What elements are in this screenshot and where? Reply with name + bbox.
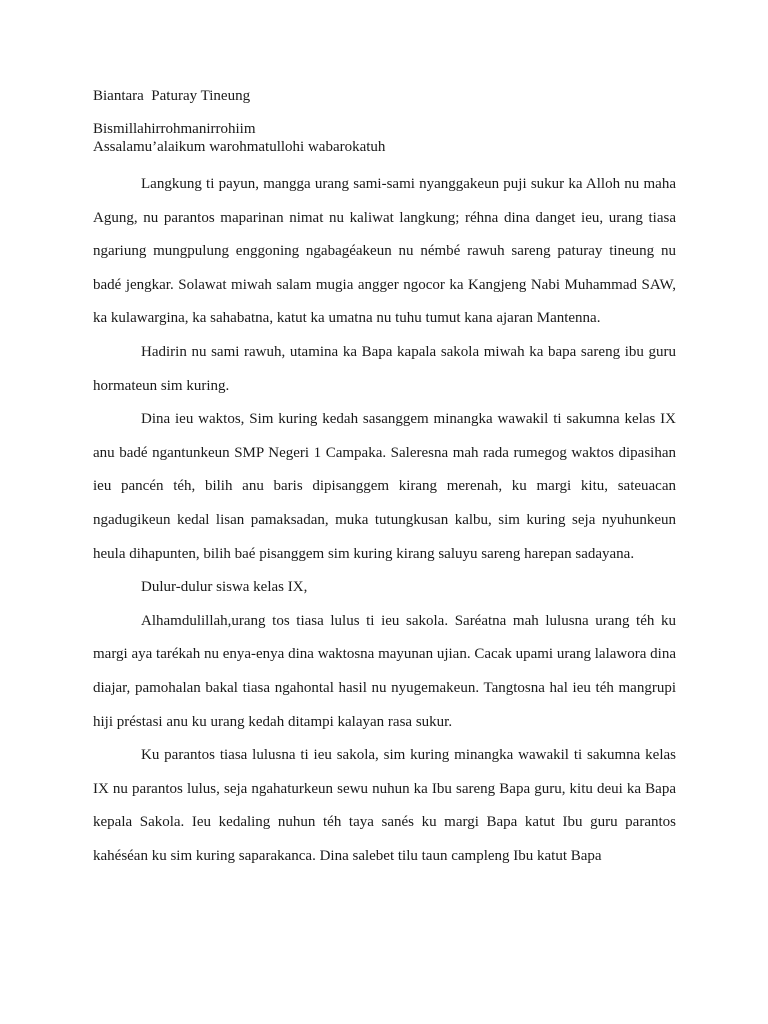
paragraph-address-audience: Hadirin nu sami rawuh, utamina ka Bapa kapala sakola miwah ka bapa sareng ibu guru hormateun sim kuring.: [93, 343, 676, 394]
paragraph-opening-praise: Langkung ti payun, mangga urang sami-sami nyanggakeun puji sukur ka Alloh nu maha Agung, nu parantos maparinan nimat nu kaliwat langkung; réhna dina danget ieu, urang tiasa ngariung mungpulung enggoning ngabagéakeun nu némbé rawuh sareng paturay tineung nu badé jengkar. Solawat miwah salam mugia angger ngocor ka Kangjeng Nabi Muhammad SAW, ka kulawargina, ka sahabatna, katut ka umatna nu tuhu tumut kana ajaran Mantenna.: [93, 176, 676, 327]
speech-body: [93, 168, 676, 873]
basmalah-line: Bismillahirrohmanirrohiim: [93, 121, 256, 137]
paragraph-address-students: Dulur-dulur siswa kelas IX,: [141, 579, 308, 596]
paragraph-representative: Dina ieu waktos, Sim kuring kedah sasanggem minangka wawakil ti sakumna kelas IX anu badé ngantunkeun SMP Negeri 1 Campaka. Saleresna mah rada rumegog waktos dipasihan ieu pancén téh, bilih anu baris dipisanggem kirang merenah, ku margi kitu, sateuacan ngadugikeun kedal lisan pamaksadan, muka tutungkusan kalbu, sim kuring seja nyuhunkeun heula dihapunten, bilih baé pisanggem sim kuring kirang saluyu sareng harepan sadayana.: [93, 411, 676, 562]
salam-line: Assalamu’alaikum warohmatullohi wabarokatuh: [93, 139, 386, 155]
speech-title: Biantara Paturay Tineung: [93, 88, 251, 104]
paragraph-graduation: Alhamdulillah,urang tos tiasa lulus ti ieu sakola. Saréatna mah lulusna urang téh ku margi aya tarékah nu enya-enya dina waktosna mayunan ujian. Cacak upami urang lalawora dina diajar, pamohalan bakal tiasa ngahontal hasil nu nyugemakeun. Tangtosna hal ieu téh mangrupi hiji préstasi anu ku urang kedah ditampi kalayan rasa sukur.: [93, 612, 676, 730]
opening-greeting: [93, 120, 385, 156]
paragraph-thanks: Ku parantos tiasa lulusna ti ieu sakola, sim kuring minangka wawakil ti sakumna kelas IX nu parantos lulus, seja ngahaturkeun sewu nuhun ka Ibu sareng Bapa guru, kitu deui ka Bapa kepala Sakola. Ieu kedaling nuhun téh taya sanés ku margi Bapa katut Ibu guru parantos kahéséan ku sim kuring saparakanca. Dina salebet tilu taun campleng Ibu katut Bapa: [93, 747, 676, 864]
